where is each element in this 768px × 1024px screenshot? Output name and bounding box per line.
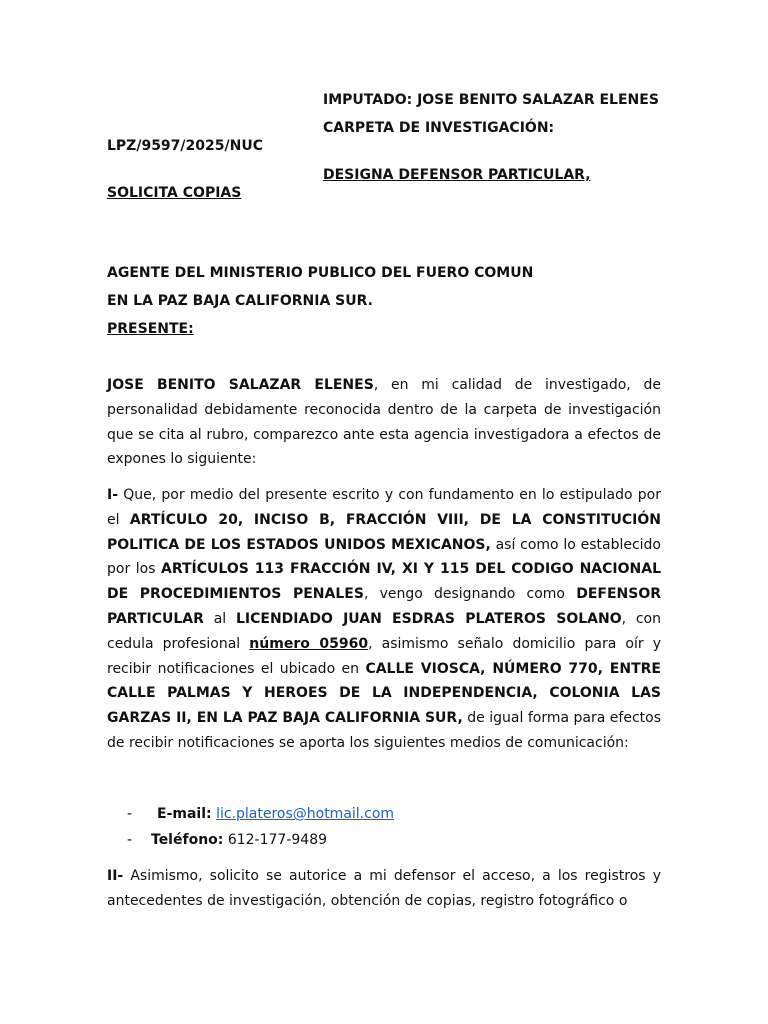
addressee-line-2: EN LA PAZ BAJA CALIFORNIA SUR. [107,293,373,309]
code-articles: ARTÍCULOS 113 FRACCIÓN IV, XI Y 115 DEL CODIGO NACIONAL DE PROCEDIMIENTOS PENALES [107,561,661,603]
phone-value: 612-177-9489 [227,832,328,848]
email-item [127,804,394,824]
section-1-text-5: , con cedula profesional [107,610,661,652]
section-1-text-7: de igual forma para efectos de recibir notificaciones se aporta los siguientes medios de comunicación: [107,710,661,751]
intro-text: , en mi calidad de investigado, de personalidad debidamente reconocida dentro de la carpeta de investigación que se cita al rubro, comparezco ante esta agencia investigadora a efectos de expones lo siguiente: [107,377,662,468]
lawyer-name: LICENDIADO JUAN ESDRAS PLATEROS SOLANO [235,610,622,627]
email-link[interactable]: lic.plateros@hotmail.com [216,806,395,822]
section-1-text-3: , vengo designando como [363,586,577,603]
cedula-number: número 05960 [249,635,369,652]
email-label: E-mail: [157,806,212,822]
investigado-name: JOSE BENITO SALAZAR ELENES [107,377,374,393]
section-1-text-6: , asimismo señalo domicilio para oír y recibir notificaciones el ubicado en [107,635,661,677]
bullet-dash: - [127,806,133,822]
presente-label: PRESENTE: [107,321,194,337]
bullet-dash: - [127,832,133,848]
section-1-text-1: Que, por medio del presente escrito y con fundamento en lo estipulado por el [107,487,661,528]
carpeta-line: CARPETA DE INVESTIGACIÓN: [323,120,555,136]
section-2-text: Asimismo, solicito se autorice a mi defensor el acceso, a los registros y antecedentes de investigación, obtención de copias, registro fotográfico o [107,868,661,909]
defensor-particular: DEFENSOR PARTICULAR [107,586,661,627]
intro-paragraph [107,373,661,472]
phone-label: Teléfono: [151,832,224,848]
section-1-text-4: al [203,610,236,627]
nuc-number: LPZ/9597/2025/NUC [107,138,263,154]
addressee-line-1: AGENTE DEL MINISTERIO PUBLICO DEL FUERO COMUN [107,265,534,281]
domicilio-address: CALLE VIOSCA, NÚMERO 770, ENTRE CALLE PALMAS Y HEROES DE LA INDEPENDENCIA, COLONIA LAS GARZAS II, EN LA PAZ BAJA CALIFORNIA SUR, [107,660,661,727]
section-1-marker: I- [107,487,119,503]
constitution-article: ARTÍCULO 20, INCISO B, FRACCIÓN VIII, DE LA CONSTITUCIÓN POLITICA DE LOS ESTADOS UNIDOS MEXICANOS, [107,511,661,553]
section-1-paragraph [107,483,661,756]
phone-item [127,830,327,850]
section-2-paragraph [107,864,661,914]
designa-line: DESIGNA DEFENSOR PARTICULAR, [323,167,591,183]
imputado-line: IMPUTADO: JOSE BENITO SALAZAR ELENES [323,92,659,108]
section-2-marker: II- [107,868,124,884]
solicita-line: SOLICITA COPIAS [107,185,242,201]
section-1-text-2: así como lo establecido por los [107,536,661,578]
